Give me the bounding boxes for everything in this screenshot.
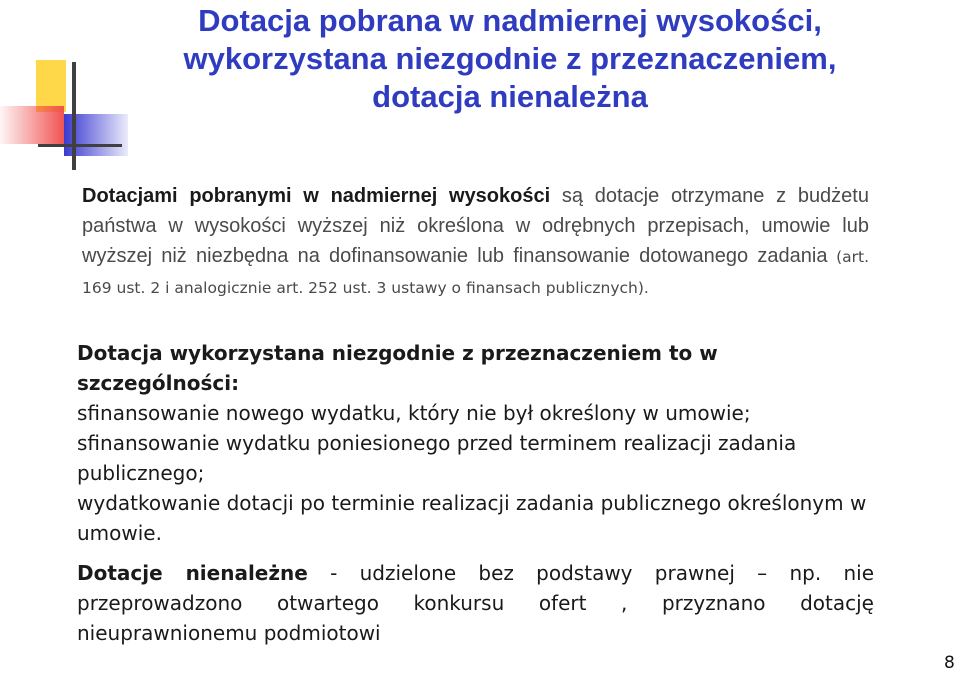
misused-item: sfinansowanie wydatku poniesionego przed terminem realizacji zadania publicznego; <box>77 431 797 485</box>
misused-heading: Dotacja wykorzystana niezgodnie z przeznaczeniem to w szczególności: <box>77 341 718 395</box>
definition-misused-grant <box>77 338 874 548</box>
title-line: Dotacja pobrana w nadmiernej wysokości, <box>198 3 822 38</box>
decorative-logo-icon <box>0 60 130 170</box>
title-line: dotacja nienależna <box>372 79 648 114</box>
definition-undue-grants <box>77 558 874 648</box>
page-number: 8 <box>944 653 955 673</box>
undue-text: - udzielone bez podstawy prawnej – np. nie przeprowadzono otwartego konkursu ofert , przyznano dotację nieuprawnionemu podmiotowi <box>77 561 874 645</box>
definition-text: są dotacje otrzymane z budżetu państwa w wysokości wyższej niż określona w odrębnych przepisach, umowie lub wyższej niż niezbędna na dofinansowanie lub finansowanie dotowanego zadania <box>82 185 869 267</box>
legal-reference: (art. 169 ust. 2 i analogicznie art. 252 ust. 3 ustawy o finansach publicznych). <box>82 248 869 297</box>
definition-overpaid-grants <box>82 181 869 303</box>
slide-title <box>120 2 900 116</box>
misused-item: sfinansowanie nowego wydatku, który nie był określony w umowie; <box>77 401 751 425</box>
title-line: wykorzystana niezgodnie z przeznaczeniem, <box>183 41 837 76</box>
misused-item: wydatkowanie dotacji po terminie realizacji zadania publicznego określonym w umowie. <box>77 491 867 545</box>
term-undue: Dotacje nienależne <box>77 561 308 585</box>
term-overpaid: Dotacjami pobranymi w nadmiernej wysokości <box>82 185 551 207</box>
